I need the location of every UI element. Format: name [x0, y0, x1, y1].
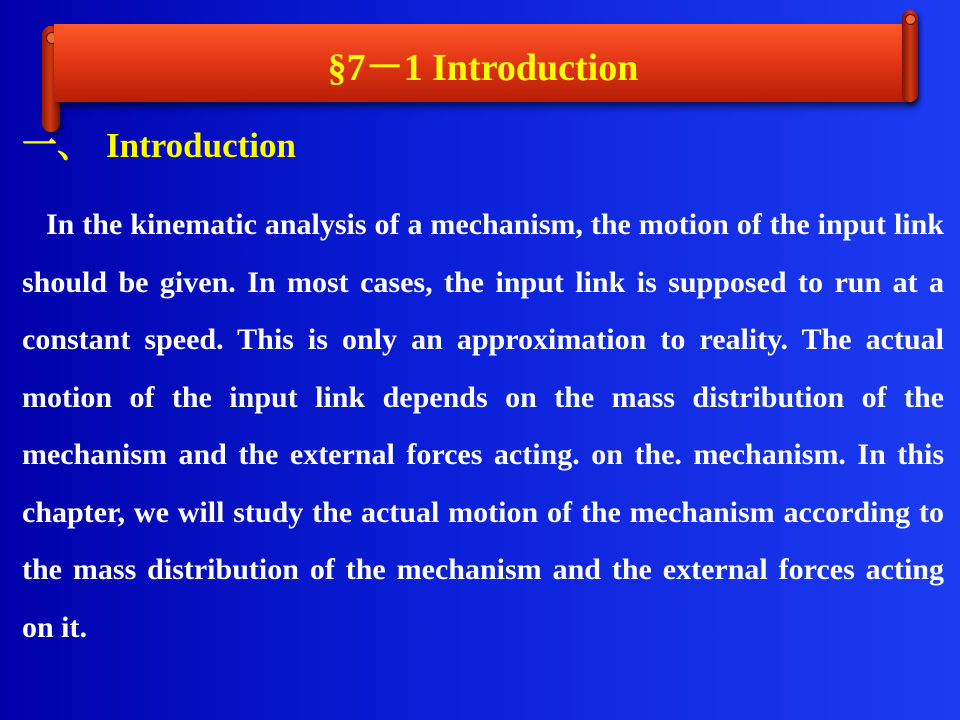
title-banner — [44, 20, 916, 106]
section-heading-text: Introduction — [106, 126, 296, 165]
section-heading — [22, 118, 296, 168]
section-marker: 一、 — [22, 126, 93, 165]
body-paragraph: In the kinematic analysis of a mechanism, the motion of the input link should be given. In most cases, the input link is supposed to run at a constant speed. This is only an approximation to reality. The actual motion of the input link depends on the mass distribution of the mechanism and the external forces acting. on the. mechanism. In this chapter, we will study the actual motion of the mechanism according to the mass distribution of the mechanism and the external forces acting on it. — [22, 208, 944, 644]
slide-title: §7－1 Introduction — [327, 46, 639, 89]
